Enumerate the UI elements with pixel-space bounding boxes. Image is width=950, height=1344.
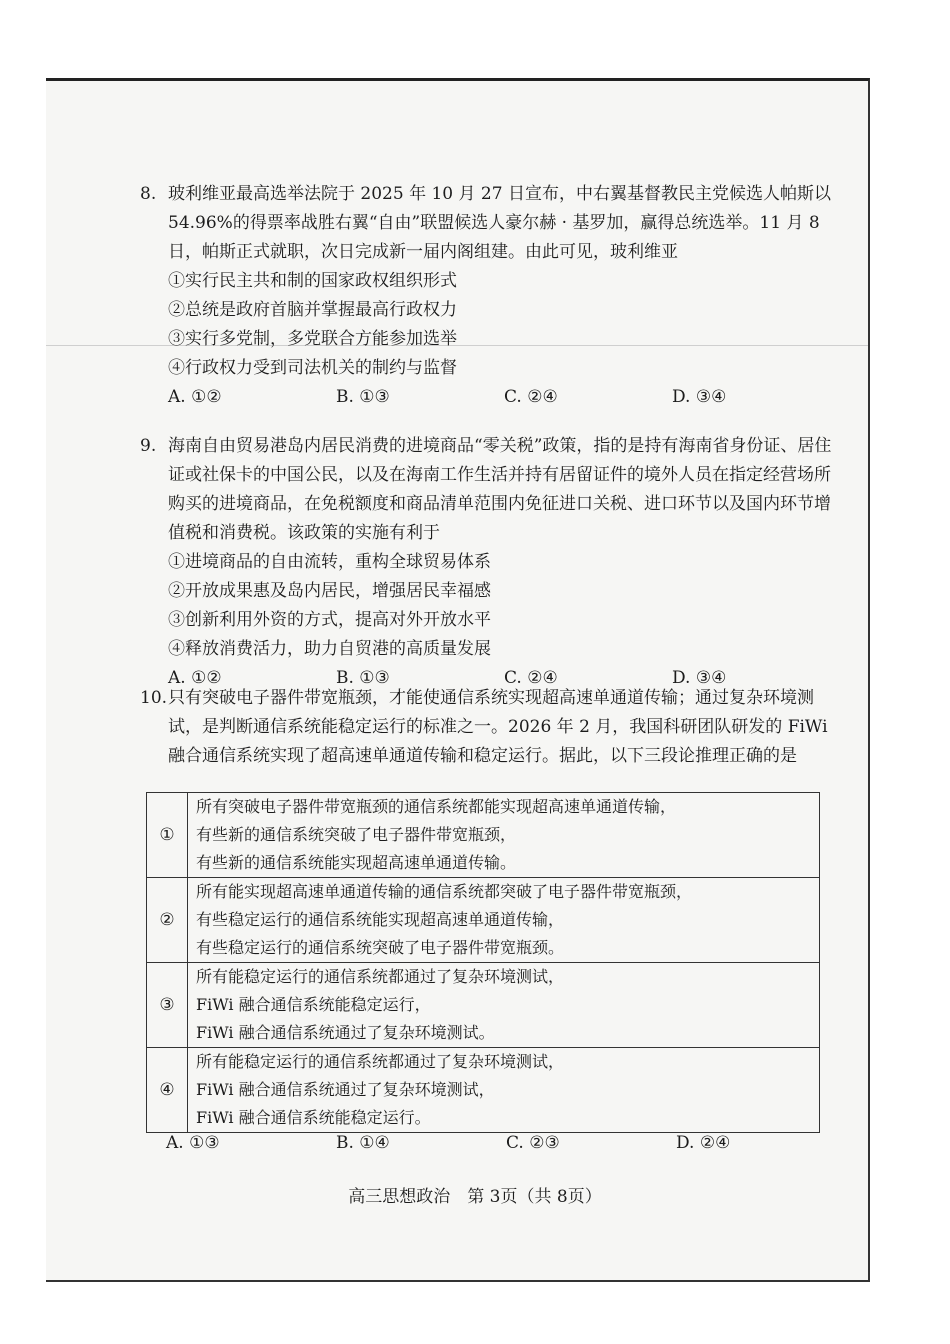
option-1: ①进境商品的自由流转，重构全球贸易体系 — [168, 552, 491, 572]
premise-minor: 有些稳定运行的通信系统能实现超高速单通道传输， — [196, 910, 565, 929]
premise-major: 所有突破电子器件带宽瓶颈的通信系统都能实现超高速单通道传输， — [196, 797, 677, 816]
answer-choices — [168, 383, 840, 412]
choice-a: A. ①② — [168, 668, 222, 688]
choice-a: A. ①② — [168, 387, 222, 407]
page-footer: 高三思想政治 第 3页（共 8页） — [348, 1187, 602, 1207]
row-index: ② — [147, 878, 188, 963]
row-content — [188, 963, 820, 1048]
syllogism-table — [146, 792, 820, 1133]
question-stem: 只有突破电子器件带宽瓶颈，才能使通信系统实现超高速单通道传输；通过复杂环境测试，是判断通信系统能稳定运行的标准之一。2026 年 2 月，我国科研团队研发的 FiWi 融合通信系统实现了超高速单通道传输和稳定运行。据此，以下三段论推理正确的是 — [168, 688, 828, 766]
choice-d: D. ②④ — [676, 1133, 731, 1153]
premise-minor: FiWi 融合通信系统通过了复杂环境测试， — [196, 1080, 495, 1099]
row-index: ③ — [147, 963, 188, 1048]
table-row — [147, 963, 820, 1048]
table-row — [147, 878, 820, 963]
option-4: ④释放消费活力，助力自贸港的高质量发展 — [168, 639, 491, 659]
question-8 — [140, 180, 840, 412]
choice-d: D. ③④ — [672, 668, 727, 688]
option-3: ③实行多党制，多党联合方能参加选举 — [168, 329, 457, 349]
option-4: ④行政权力受到司法机关的制约与监督 — [168, 358, 457, 378]
premise-major: 所有能实现超高速单通道传输的通信系统都突破了电子器件带宽瓶颈， — [196, 882, 693, 901]
question-10 — [140, 684, 840, 771]
row-index: ④ — [147, 1048, 188, 1133]
row-content — [188, 878, 820, 963]
question-9 — [140, 432, 840, 693]
conclusion: FiWi 融合通信系统通过了复杂环境测试。 — [196, 1023, 495, 1042]
conclusion: FiWi 融合通信系统能稳定运行。 — [196, 1108, 431, 1127]
question-stem: 海南自由贸易港岛内居民消费的进境商品“零关税”政策，指的是持有海南省身份证、居住证或社保卡的中国公民，以及在海南工作生活并持有居留证件的境外人员在指定经营场所购买的进境商品，在免税额度和商品清单范围内免征进口关税、进口环节以及国内环节增值税和消费税。该政策的实施有利于 — [168, 436, 832, 543]
table-row — [147, 793, 820, 878]
choice-c: C. ②④ — [504, 668, 558, 688]
conclusion: 有些稳定运行的通信系统突破了电子器件带宽瓶颈。 — [196, 938, 565, 957]
table-row — [147, 1048, 820, 1133]
conclusion: 有些新的通信系统能实现超高速单通道传输。 — [196, 853, 517, 872]
option-1: ①实行民主共和制的国家政权组织形式 — [168, 271, 457, 291]
question-number: 8. — [140, 184, 157, 204]
choice-d: D. ③④ — [672, 387, 727, 407]
choice-c: C. ②④ — [504, 387, 558, 407]
option-3: ③创新利用外资的方式，提高对外开放水平 — [168, 610, 491, 630]
choice-b: B. ①④ — [336, 1133, 390, 1153]
question-number: 9. — [140, 436, 157, 456]
choice-c: C. ②③ — [506, 1133, 560, 1153]
row-content — [188, 1048, 820, 1133]
question-stem: 玻利维亚最高选举法院于 2025 年 10 月 27 日宣布，中右翼基督教民主党候选人帕斯以 54.96%的得票率战胜右翼“自由”联盟候选人豪尔赫 · 基罗加，赢得总统选举。11 月 8 日，帕斯正式就职，次日完成新一届内阁组建。由此可见，玻利维亚 — [168, 184, 831, 262]
premise-major: 所有能稳定运行的通信系统都通过了复杂环境测试， — [196, 967, 565, 986]
question-number: 10. — [140, 688, 168, 708]
row-content — [188, 793, 820, 878]
premise-minor: 有些新的通信系统突破了电子器件带宽瓶颈， — [196, 825, 517, 844]
premise-major: 所有能稳定运行的通信系统都通过了复杂环境测试， — [196, 1052, 565, 1071]
answer-choices — [166, 1133, 846, 1153]
option-2: ②开放成果惠及岛内居民，增强居民幸福感 — [168, 581, 491, 601]
choice-b: B. ①③ — [336, 668, 390, 688]
premise-minor: FiWi 融合通信系统能稳定运行， — [196, 995, 431, 1014]
choice-b: B. ①③ — [336, 387, 390, 407]
row-index: ① — [147, 793, 188, 878]
option-2: ②总统是政府首脑并掌握最高行政权力 — [168, 300, 457, 320]
choice-a: A. ①③ — [166, 1133, 220, 1153]
